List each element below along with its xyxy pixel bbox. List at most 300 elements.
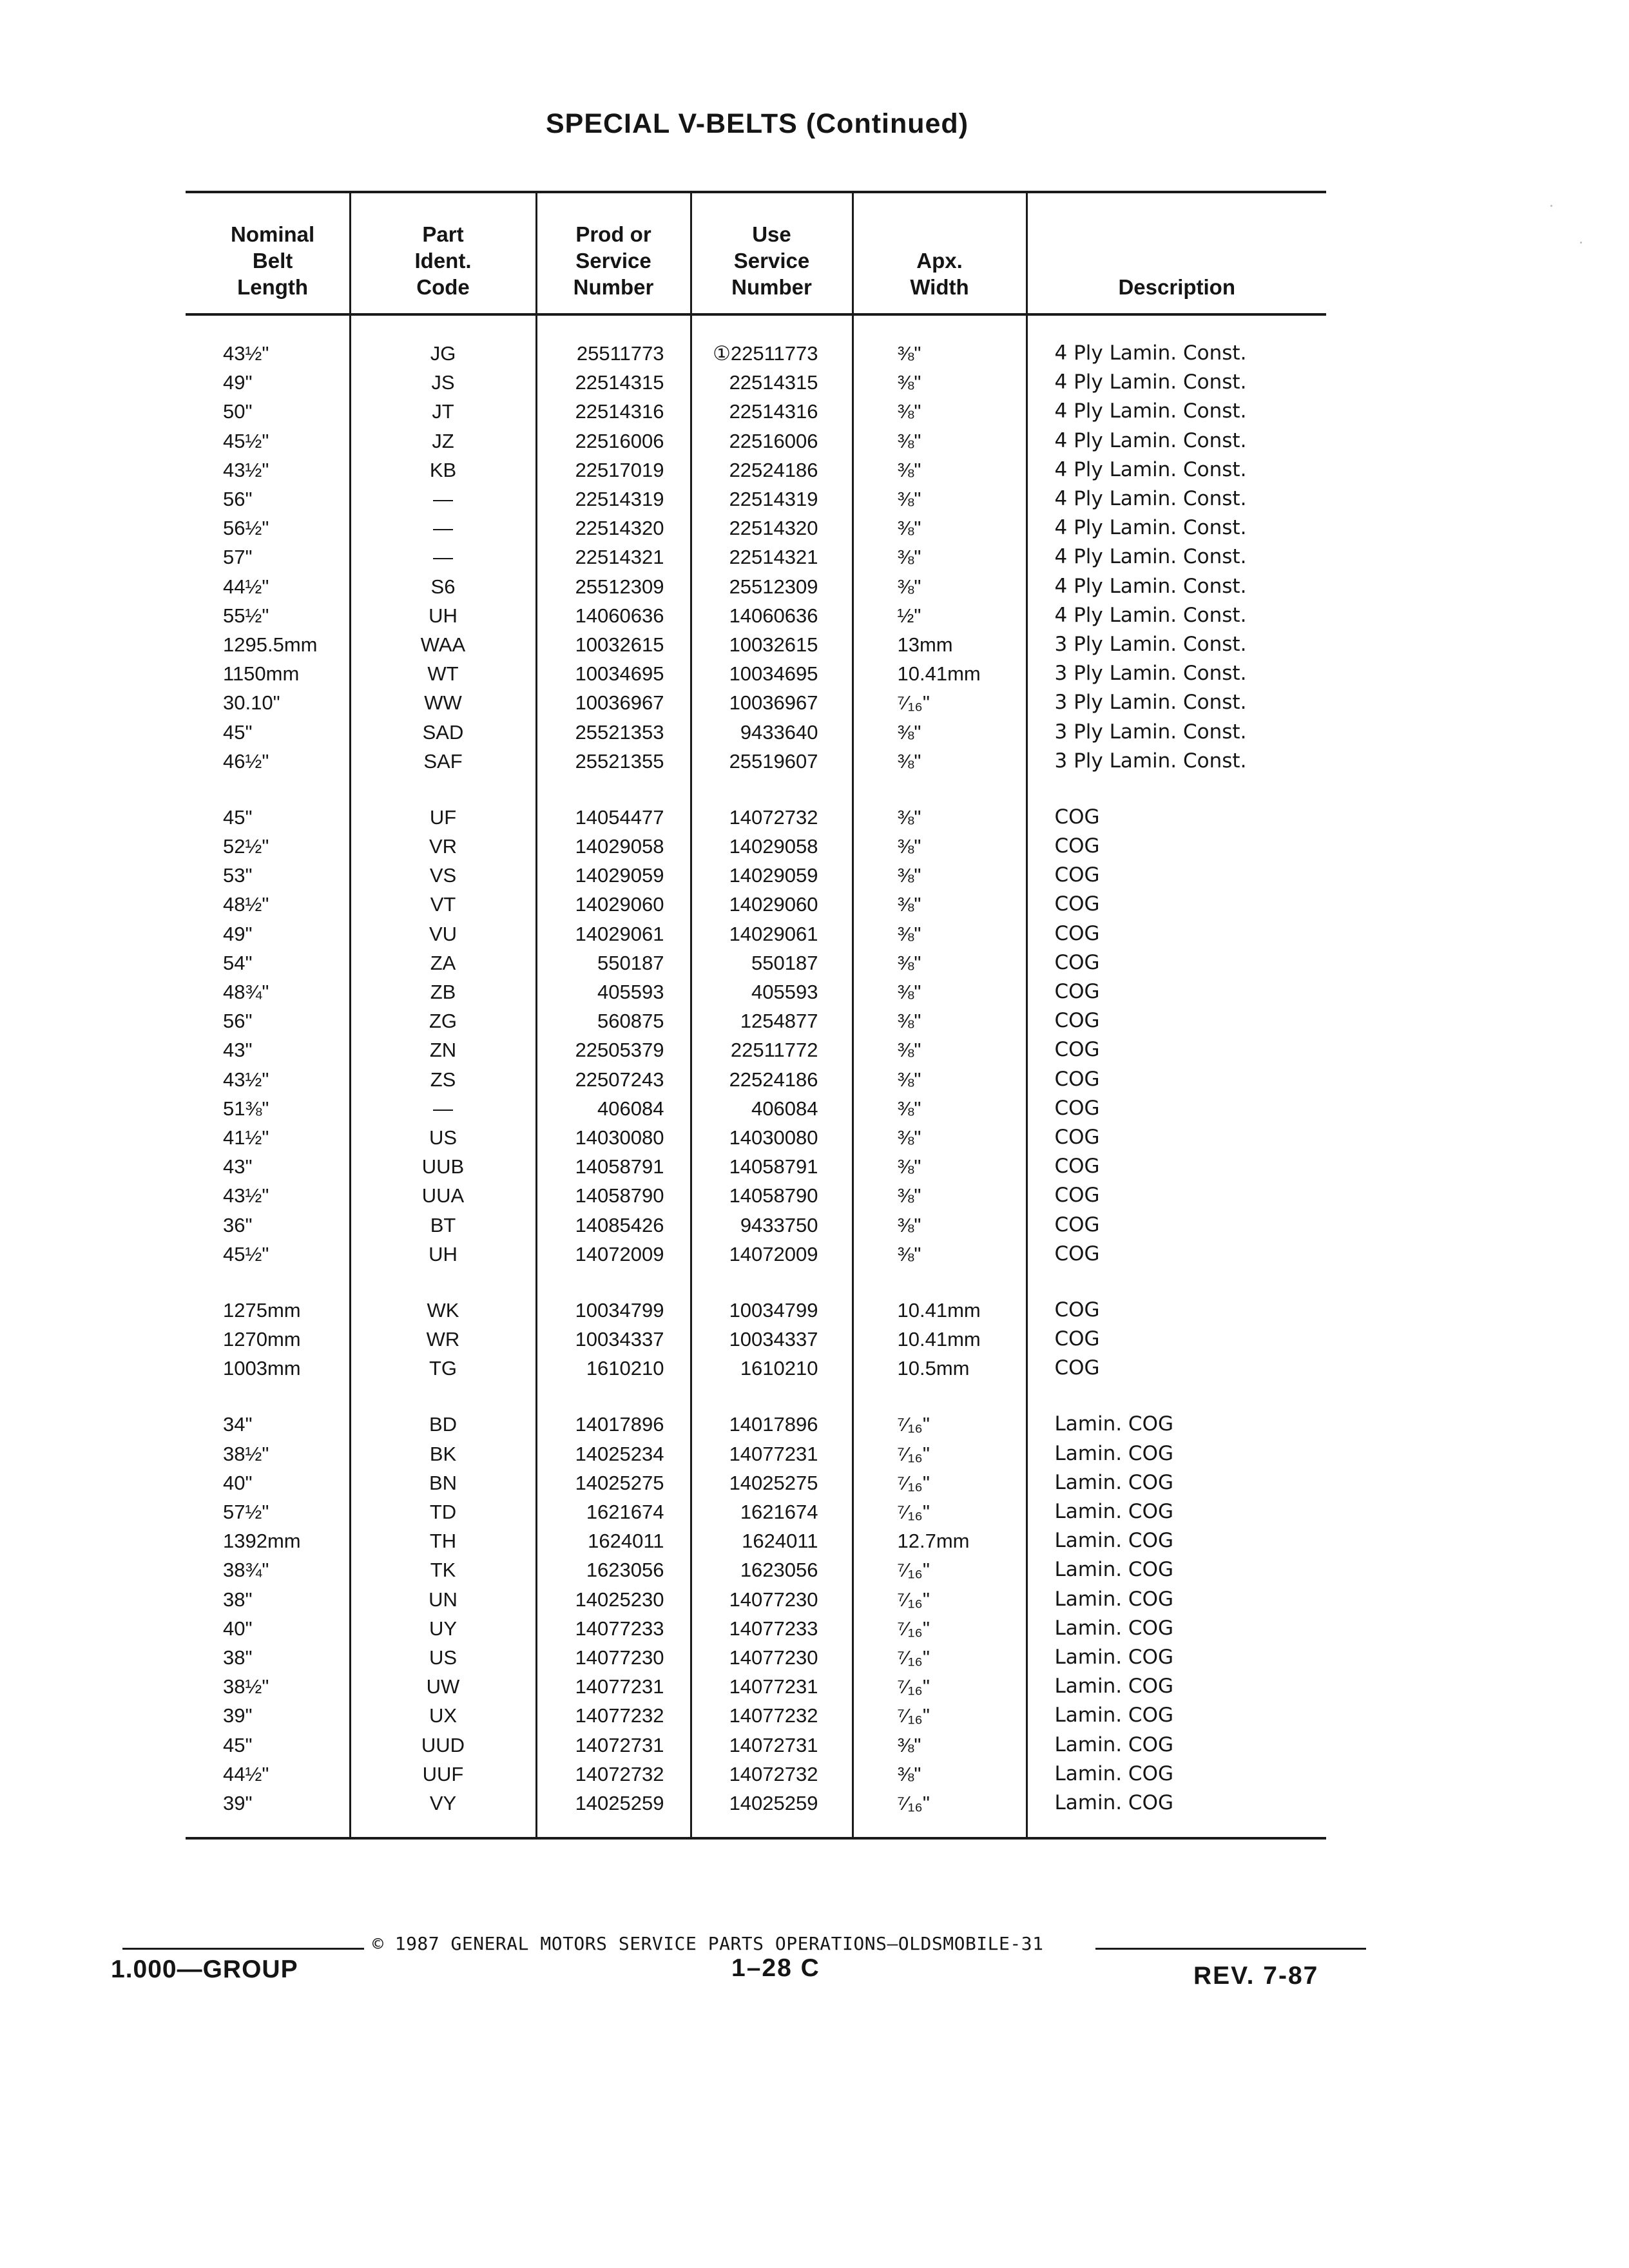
table-row xyxy=(186,1614,1326,1643)
footer-page-number: 1–28 C xyxy=(731,1954,820,1982)
cell-prod-number: 22514319 xyxy=(536,485,691,514)
cell-belt-length: 56" xyxy=(223,488,253,511)
cell-belt-length: 48½" xyxy=(223,893,269,916)
cell-part-code: JG xyxy=(350,314,536,368)
cell-width: ⅜" xyxy=(853,314,1027,368)
table-row xyxy=(186,1789,1326,1838)
cell-prod-number: 10036967 xyxy=(536,688,691,717)
cell-prod-number: 14029061 xyxy=(536,919,691,948)
cell-use-number: 1610210 xyxy=(691,1354,853,1383)
cell-use-number: 14029061 xyxy=(691,919,853,948)
cell-belt-length: 38½" xyxy=(223,1442,269,1465)
cell-belt-length: 44½" xyxy=(223,575,269,598)
table-row xyxy=(186,1181,1326,1210)
cell-width: ⅜" xyxy=(853,803,1027,832)
cell-part-code: VR xyxy=(350,832,536,861)
cell-width: ⁷⁄₁₆" xyxy=(853,1497,1027,1526)
cell-belt-length: 40" xyxy=(223,1471,253,1494)
cell-description: COG xyxy=(1027,1006,1326,1035)
cell-width: ⅜" xyxy=(853,368,1027,397)
cell-description: 4 Ply Lamin. Const. xyxy=(1027,314,1326,368)
spacer-cell xyxy=(186,1269,350,1296)
cell-width: ⁷⁄₁₆" xyxy=(853,1614,1027,1643)
cell-description: COG xyxy=(1027,861,1326,890)
cell-prod-number: 14025275 xyxy=(536,1468,691,1497)
cell-description: Lamin. COG xyxy=(1027,1672,1326,1701)
cell-use-number: 14025275 xyxy=(691,1468,853,1497)
cell-use-number: 25512309 xyxy=(691,572,853,601)
cell-width: ⅜" xyxy=(853,543,1027,572)
table-row xyxy=(186,543,1326,572)
cell-part-code: UUA xyxy=(350,1181,536,1210)
cell-part-code: ZS xyxy=(350,1065,536,1094)
cell-prod-number: 14072731 xyxy=(536,1730,691,1759)
cell-use-number: 405593 xyxy=(691,977,853,1006)
cell-part-code: UH xyxy=(350,601,536,630)
cell-description: 4 Ply Lamin. Const. xyxy=(1027,514,1326,543)
cell-use-number: 25519607 xyxy=(691,747,853,776)
cell-prod-number: 405593 xyxy=(536,977,691,1006)
spacer-cell xyxy=(1027,776,1326,803)
cell-description: 3 Ply Lamin. Const. xyxy=(1027,717,1326,746)
cell-part-code: US xyxy=(350,1123,536,1152)
cell-belt-length: 51⅜" xyxy=(223,1097,269,1120)
cell-use-number: 22514316 xyxy=(691,397,853,426)
cell-width: ⁷⁄₁₆" xyxy=(853,1410,1027,1439)
cell-belt-length: 44½" xyxy=(223,1762,269,1785)
cell-belt-length: 43½" xyxy=(223,342,269,365)
table-row xyxy=(186,1672,1326,1701)
table-row xyxy=(186,688,1326,717)
cell-description: COG xyxy=(1027,803,1326,832)
cell-prod-number: 1624011 xyxy=(536,1526,691,1555)
cell-use-number: 14060636 xyxy=(691,601,853,630)
cell-prod-number: 10034337 xyxy=(536,1325,691,1354)
cell-description: COG xyxy=(1027,1240,1326,1269)
table-row xyxy=(186,659,1326,688)
cell-belt-length: 1295.5mm xyxy=(223,633,318,656)
cell-width: ⅜" xyxy=(853,1035,1027,1064)
spacer-cell xyxy=(350,1383,536,1410)
header-description: Description xyxy=(1027,192,1326,314)
cell-width: ⅜" xyxy=(853,948,1027,977)
cell-description: Lamin. COG xyxy=(1027,1585,1326,1614)
cell-use-number: 14077230 xyxy=(691,1585,853,1614)
cell-use-number: 14030080 xyxy=(691,1123,853,1152)
cell-belt-length: 45½" xyxy=(223,429,269,452)
cell-use-number: 10036967 xyxy=(691,688,853,717)
spacer-cell xyxy=(350,1269,536,1296)
table-row xyxy=(186,1439,1326,1468)
cell-description: COG xyxy=(1027,1354,1326,1383)
cell-prod-number: 406084 xyxy=(536,1094,691,1123)
cell-prod-number: 14077232 xyxy=(536,1701,691,1730)
page-title: SPECIAL V-BELTS (Continued) xyxy=(545,108,969,139)
spacer-cell xyxy=(536,1269,691,1296)
cell-use-number: 22511772 xyxy=(691,1035,853,1064)
footer-rule-right xyxy=(1095,1948,1366,1950)
cell-part-code: VT xyxy=(350,890,536,919)
table-row xyxy=(186,1035,1326,1064)
spacer-cell xyxy=(1027,1269,1326,1296)
cell-description: Lamin. COG xyxy=(1027,1701,1326,1730)
cell-description: COG xyxy=(1027,1094,1326,1123)
header-nominal-belt-length: Nominal Belt Length xyxy=(231,222,315,299)
cell-width: ⁷⁄₁₆" xyxy=(853,1789,1027,1838)
footer-copyright: © 1987 GENERAL MOTORS SERVICE PARTS OPERATIONS—OLDSMOBILE-31 xyxy=(372,1933,1044,1954)
cell-width: 13mm xyxy=(853,630,1027,659)
cell-part-code: TG xyxy=(350,1354,536,1383)
cell-description: COG xyxy=(1027,1065,1326,1094)
cell-part-code: ZA xyxy=(350,948,536,977)
cell-description: 4 Ply Lamin. Const. xyxy=(1027,456,1326,485)
cell-description: COG xyxy=(1027,1035,1326,1064)
cell-use-number: 1254877 xyxy=(691,1006,853,1035)
cell-part-code: — xyxy=(350,485,536,514)
cell-part-code: JZ xyxy=(350,427,536,456)
table-row xyxy=(186,1410,1326,1439)
cell-part-code: UX xyxy=(350,1701,536,1730)
cell-part-code: UUF xyxy=(350,1760,536,1789)
cell-prod-number: 550187 xyxy=(536,948,691,977)
table-row xyxy=(186,314,1326,368)
cell-use-number: 1621674 xyxy=(691,1497,853,1526)
cell-description: COG xyxy=(1027,1123,1326,1152)
table-row xyxy=(186,1643,1326,1672)
cell-belt-length: 56½" xyxy=(223,517,269,540)
cell-prod-number: 14077230 xyxy=(536,1643,691,1672)
cell-prod-number: 14029060 xyxy=(536,890,691,919)
cell-belt-length: 34" xyxy=(223,1413,253,1436)
spacer-cell xyxy=(853,1269,1027,1296)
cell-belt-length: 36" xyxy=(223,1213,253,1236)
cell-use-number: 14058790 xyxy=(691,1181,853,1210)
table-row xyxy=(186,427,1326,456)
table-body xyxy=(186,314,1326,1838)
table-row xyxy=(186,1296,1326,1325)
table-row xyxy=(186,1354,1326,1383)
cell-part-code: UUD xyxy=(350,1730,536,1759)
cell-belt-length: 55½" xyxy=(223,604,269,627)
cell-width: ⅜" xyxy=(853,485,1027,514)
cell-width: 10.41mm xyxy=(853,1296,1027,1325)
cell-belt-length: 39" xyxy=(223,1791,253,1814)
cell-prod-number: 10032615 xyxy=(536,630,691,659)
cell-part-code: UF xyxy=(350,803,536,832)
cell-width: ½" xyxy=(853,601,1027,630)
scan-speck xyxy=(1580,242,1582,244)
cell-width: ⁷⁄₁₆" xyxy=(853,1585,1027,1614)
cell-width: ⅜" xyxy=(853,514,1027,543)
cell-prod-number: 14030080 xyxy=(536,1123,691,1152)
cell-belt-length: 50" xyxy=(223,400,253,423)
table-header-row xyxy=(186,192,1326,314)
cell-prod-number: 14072732 xyxy=(536,1760,691,1789)
cell-prod-number: 25521353 xyxy=(536,717,691,746)
cell-part-code: WAA xyxy=(350,630,536,659)
cell-use-number: 14072731 xyxy=(691,1730,853,1759)
table-row xyxy=(186,485,1326,514)
cell-width: ⁷⁄₁₆" xyxy=(853,1672,1027,1701)
cell-part-code: BN xyxy=(350,1468,536,1497)
cell-belt-length: 48¾" xyxy=(223,981,269,1004)
cell-belt-length: 45" xyxy=(223,805,253,829)
cell-use-number: 9433640 xyxy=(691,717,853,746)
cell-use-number: 22514319 xyxy=(691,485,853,514)
table-row xyxy=(186,1240,1326,1269)
cell-belt-length: 57½" xyxy=(223,1501,269,1524)
cell-width: ⅜" xyxy=(853,572,1027,601)
table-row xyxy=(186,1325,1326,1354)
cell-prod-number: 25512309 xyxy=(536,572,691,601)
cell-part-code: BK xyxy=(350,1439,536,1468)
cell-part-code: — xyxy=(350,514,536,543)
cell-description: Lamin. COG xyxy=(1027,1526,1326,1555)
header-prod-or-service-number: Prod or Service Number xyxy=(536,192,691,314)
cell-prod-number: 14077231 xyxy=(536,1672,691,1701)
cell-prod-number: 1621674 xyxy=(536,1497,691,1526)
table-row xyxy=(186,948,1326,977)
header-apx-width: Apx. Width xyxy=(853,192,1027,314)
cell-prod-number: 22517019 xyxy=(536,456,691,485)
cell-part-code: TK xyxy=(350,1555,536,1584)
cell-belt-length: 43½" xyxy=(223,458,269,481)
cell-use-number: 550187 xyxy=(691,948,853,977)
cell-width: ⅜" xyxy=(853,861,1027,890)
cell-description: 4 Ply Lamin. Const. xyxy=(1027,601,1326,630)
table-row xyxy=(186,1152,1326,1181)
cell-description: Lamin. COG xyxy=(1027,1789,1326,1838)
cell-width: ⅜" xyxy=(853,1123,1027,1152)
cell-part-code: WK xyxy=(350,1296,536,1325)
cell-belt-length: 45½" xyxy=(223,1242,269,1265)
table-row xyxy=(186,514,1326,543)
cell-belt-length: 43½" xyxy=(223,1184,269,1207)
cell-part-code: VS xyxy=(350,861,536,890)
cell-belt-length: 30.10" xyxy=(223,691,280,715)
footer-revision: REV. 7-87 xyxy=(1193,1962,1319,1990)
cell-description: 3 Ply Lamin. Const. xyxy=(1027,659,1326,688)
cell-prod-number: 14029058 xyxy=(536,832,691,861)
table-row xyxy=(186,1701,1326,1730)
cell-part-code: ZB xyxy=(350,977,536,1006)
table-row xyxy=(186,1760,1326,1789)
spacer-cell xyxy=(186,1383,350,1410)
cell-part-code: TD xyxy=(350,1497,536,1526)
cell-belt-length: 49" xyxy=(223,922,253,945)
table-row xyxy=(186,1585,1326,1614)
cell-part-code: SAF xyxy=(350,747,536,776)
table-row xyxy=(186,1094,1326,1123)
cell-use-number: 14072009 xyxy=(691,1240,853,1269)
cell-part-code: — xyxy=(350,1094,536,1123)
spacer-cell xyxy=(536,1383,691,1410)
cell-description: COG xyxy=(1027,1152,1326,1181)
cell-part-code: UY xyxy=(350,1614,536,1643)
cell-description: COG xyxy=(1027,1210,1326,1239)
cell-prod-number: 22516006 xyxy=(536,427,691,456)
cell-prod-number: 560875 xyxy=(536,1006,691,1035)
table-row xyxy=(186,977,1326,1006)
cell-prod-number: 22505379 xyxy=(536,1035,691,1064)
cell-part-code: UN xyxy=(350,1585,536,1614)
cell-width: ⅜" xyxy=(853,1065,1027,1094)
cell-part-code: WT xyxy=(350,659,536,688)
cell-part-code: SAD xyxy=(350,717,536,746)
cell-description: 4 Ply Lamin. Const. xyxy=(1027,427,1326,456)
cell-prod-number: 1610210 xyxy=(536,1354,691,1383)
cell-belt-length: 46½" xyxy=(223,749,269,773)
table-row xyxy=(186,1526,1326,1555)
cell-description: 4 Ply Lamin. Const. xyxy=(1027,572,1326,601)
table-row xyxy=(186,919,1326,948)
table-row xyxy=(186,832,1326,861)
spacer-cell xyxy=(691,1383,853,1410)
table-row xyxy=(186,861,1326,890)
cell-prod-number: 22514315 xyxy=(536,368,691,397)
cell-width: ⁷⁄₁₆" xyxy=(853,1555,1027,1584)
header-use-service-number: Use Service Number xyxy=(691,192,853,314)
cell-description: COG xyxy=(1027,948,1326,977)
cell-prod-number: 14025259 xyxy=(536,1789,691,1838)
cell-prod-number: 10034799 xyxy=(536,1296,691,1325)
cell-part-code: S6 xyxy=(350,572,536,601)
cell-description: Lamin. COG xyxy=(1027,1730,1326,1759)
cell-description: COG xyxy=(1027,1296,1326,1325)
table-row xyxy=(186,1123,1326,1152)
cell-belt-length: 40" xyxy=(223,1617,253,1640)
table-row xyxy=(186,803,1326,832)
cell-prod-number: 14054477 xyxy=(536,803,691,832)
cell-belt-length: 54" xyxy=(223,951,253,974)
cell-part-code: VY xyxy=(350,1789,536,1838)
header-part-ident-code: Part Ident. Code xyxy=(350,192,536,314)
cell-part-code: VU xyxy=(350,919,536,948)
cell-part-code: KB xyxy=(350,456,536,485)
cell-prod-number: 22514321 xyxy=(536,543,691,572)
cell-use-number: 14072732 xyxy=(691,1760,853,1789)
cell-part-code: BD xyxy=(350,1410,536,1439)
cell-use-number: 10034695 xyxy=(691,659,853,688)
cell-use-number: 406084 xyxy=(691,1094,853,1123)
table-row xyxy=(186,1468,1326,1497)
cell-prod-number: 14025230 xyxy=(536,1585,691,1614)
cell-belt-length: 57" xyxy=(223,546,253,569)
cell-prod-number: 14085426 xyxy=(536,1210,691,1239)
cell-part-code: ZN xyxy=(350,1035,536,1064)
cell-belt-length: 43" xyxy=(223,1155,253,1178)
cell-description: Lamin. COG xyxy=(1027,1760,1326,1789)
cell-description: 3 Ply Lamin. Const. xyxy=(1027,747,1326,776)
cell-use-number: 1624011 xyxy=(691,1526,853,1555)
cell-width: ⁷⁄₁₆" xyxy=(853,1643,1027,1672)
cell-use-number: 22524186 xyxy=(691,456,853,485)
spacer-cell xyxy=(853,776,1027,803)
cell-belt-length: 52½" xyxy=(223,835,269,858)
cell-prod-number: 14017896 xyxy=(536,1410,691,1439)
cell-prod-number: 10034695 xyxy=(536,659,691,688)
v-belt-table-container xyxy=(186,191,1326,1840)
cell-belt-length: 1275mm xyxy=(223,1298,301,1321)
table-row xyxy=(186,1210,1326,1239)
group-spacer-row xyxy=(186,1383,1326,1410)
cell-use-number: 10032615 xyxy=(691,630,853,659)
cell-description: 4 Ply Lamin. Const. xyxy=(1027,368,1326,397)
cell-width: ⅜" xyxy=(853,427,1027,456)
cell-width: ⅜" xyxy=(853,832,1027,861)
cell-description: COG xyxy=(1027,977,1326,1006)
cell-prod-number: 14077233 xyxy=(536,1614,691,1643)
cell-belt-length: 49" xyxy=(223,371,253,394)
cell-use-number: 14029060 xyxy=(691,890,853,919)
cell-belt-length: 38" xyxy=(223,1646,253,1669)
cell-belt-length: 38¾" xyxy=(223,1559,269,1582)
table-row xyxy=(186,572,1326,601)
cell-width: 12.7mm xyxy=(853,1526,1027,1555)
cell-prod-number: 22514320 xyxy=(536,514,691,543)
cell-belt-length: 38" xyxy=(223,1588,253,1611)
cell-belt-length: 43½" xyxy=(223,1068,269,1091)
table-row xyxy=(186,1497,1326,1526)
table-row xyxy=(186,1730,1326,1759)
spacer-cell xyxy=(350,776,536,803)
cell-width: ⁷⁄₁₆" xyxy=(853,1468,1027,1497)
cell-belt-length: 53" xyxy=(223,864,253,887)
cell-use-number: 22514320 xyxy=(691,514,853,543)
table-row xyxy=(186,456,1326,485)
cell-use-number: 22516006 xyxy=(691,427,853,456)
footer-rule-left xyxy=(122,1948,364,1950)
cell-description: COG xyxy=(1027,1181,1326,1210)
cell-width: ⅜" xyxy=(853,717,1027,746)
cell-belt-length: 41½" xyxy=(223,1126,269,1149)
cell-description: COG xyxy=(1027,890,1326,919)
cell-belt-length: 43" xyxy=(223,1039,253,1062)
cell-width: ⁷⁄₁₆" xyxy=(853,1701,1027,1730)
cell-use-number: 14077230 xyxy=(691,1643,853,1672)
cell-description: Lamin. COG xyxy=(1027,1497,1326,1526)
cell-use-number: 14058791 xyxy=(691,1152,853,1181)
cell-use-number: 10034337 xyxy=(691,1325,853,1354)
cell-belt-length: 45" xyxy=(223,1733,253,1756)
table-row xyxy=(186,601,1326,630)
cell-use-number: 14017896 xyxy=(691,1410,853,1439)
cell-prod-number: 25521355 xyxy=(536,747,691,776)
footer-group: 1.000—GROUP xyxy=(111,1956,298,1983)
cell-part-code: UW xyxy=(350,1672,536,1701)
cell-belt-length: 1392mm xyxy=(223,1530,301,1553)
cell-width: ⅜" xyxy=(853,977,1027,1006)
table-row xyxy=(186,630,1326,659)
cell-width: 10.41mm xyxy=(853,1325,1027,1354)
cell-width: ⅜" xyxy=(853,1760,1027,1789)
cell-width: ⁷⁄₁₆" xyxy=(853,1439,1027,1468)
cell-part-code: BT xyxy=(350,1210,536,1239)
cell-description: 3 Ply Lamin. Const. xyxy=(1027,630,1326,659)
cell-width: 10.41mm xyxy=(853,659,1027,688)
cell-belt-length: 56" xyxy=(223,1010,253,1033)
cell-description: 4 Ply Lamin. Const. xyxy=(1027,543,1326,572)
cell-description: Lamin. COG xyxy=(1027,1614,1326,1643)
cell-width: ⁷⁄₁₆" xyxy=(853,688,1027,717)
cell-use-number: 22524186 xyxy=(691,1065,853,1094)
spacer-cell xyxy=(853,1383,1027,1410)
table-row xyxy=(186,717,1326,746)
cell-use-number: ①22511773 xyxy=(691,314,853,368)
cell-prod-number: 25511773 xyxy=(536,314,691,368)
cell-width: ⅜" xyxy=(853,1094,1027,1123)
cell-part-code: — xyxy=(350,543,536,572)
